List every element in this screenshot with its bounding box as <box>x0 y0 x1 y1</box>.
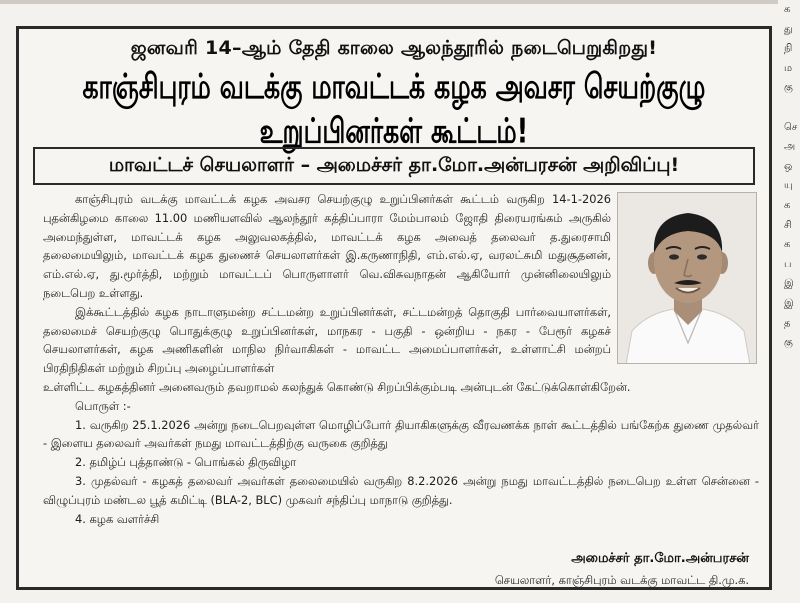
side-line: யு <box>784 180 793 192</box>
agenda-item: 2. தமிழ்ப் புத்தாண்டு - பொங்கல் திருவிழா <box>75 455 297 470</box>
paragraph-meeting-details: காஞ்சிபுரம் வடக்கு மாவட்டக் கழக அவசர செயற்குழு உறுப்பினர்கள் கூட்டம் வருகிற 14-1-2026 புதன்கிழமை காலை 11.00 மணியளவில் ஆலந்தூர் கத்திப்பாரா மேம்பாலம் ஜோதி திரையரங்கம் அருகில் அமைந்துள்ள, மாவட்டக் கழக அலுவலகத்தில், மாவட்டக் கழக அவைத் தலைவர் த.துரைசாமி தலைமையிலும், மாவட்டக் கழக துணைச் செயலாளர்கள் இ.கருணாநிதி, எம்.எல்.ஏ, வரலட்சுமி மதுசூதனன், எம்.எல்.ஏ, து.மூர்த்தி, மற்றும் மாவட்டப் பொருளாளர் வெ.விசுவநாதன் ஆகியோர் முன்னிலையிலும் நடைபெற உள்ளது. <box>43 192 611 300</box>
event-headline: ஜனவரி 14–ஆம் தேதி காலை ஆலந்தூரில் நடைபெறுகிறது! <box>130 37 658 59</box>
side-line: சி <box>784 219 792 231</box>
signature-block <box>495 549 749 591</box>
agenda-list <box>43 416 759 529</box>
side-line: கு <box>784 337 793 349</box>
meeting-title: காஞ்சிபுரம் வடக்கு மாவட்டக் கழக அவசர செயற்குழு உறுப்பினர்கள் கூட்டம்! <box>82 67 706 151</box>
side-line: அ <box>784 141 796 153</box>
side-line: க <box>784 199 791 211</box>
side-line: து <box>784 23 793 35</box>
paragraph-invitees: இக்கூட்டத்தில் கழக நாடாளுமன்ற சட்டமன்ற உறுப்பினர்கள், சட்டமன்றத் தொகுதி பார்வையாளர்கள், தலைமைச் செயற்குழு பொதுக்குழு உறுப்பினர்கள், மாநகர - பகுதி - ஒன்றிய - நகர - பேரூர் கழகச் செயலாளர்கள், கழக அணிகளின் மாநில நிர்வாகிகள் - மாவட்ட அமைப்பாளர்கள், உள்ளாட்சி மன்றப் பிரதிநிதிகள் மற்றும் சிறப்பு அழைப்பாளர்கள் <box>43 304 611 376</box>
signatory-title: செயலாளர், காஞ்சிபுரம் வடக்கு மாவட்ட தி.மு.க. <box>494 573 749 587</box>
portrait-illustration <box>618 193 757 364</box>
agenda-item: 4. கழக வளர்ச்சி <box>75 511 160 526</box>
side-line: இ <box>784 297 794 309</box>
agenda-item: 3. முதல்வர் - கழகத் தலைவர் அவர்கள் தலைமையில் வருகிற 8.2.2026 அன்று நமது மாவட்டத்தில் நடைபெற உள்ள சென்னை - விழுப்புரம் மண்டல பூத் கமிட்டி (BLA-2, BLC) முகவர் சந்திப்பு மாநாடு குறித்து. <box>43 473 759 507</box>
side-line: செ <box>784 121 798 133</box>
side-line: ப <box>784 258 792 270</box>
side-line: க <box>784 4 791 15</box>
side-line: ம <box>784 62 793 74</box>
announcement-body <box>43 190 759 528</box>
side-line: க <box>784 239 791 251</box>
side-line <box>784 98 800 118</box>
side-line: நி <box>784 43 793 55</box>
banner-text: மாவட்டச் செயலாளர் – அமைச்சர் தா.மோ.அன்பரசன் அறிவிப்பு! <box>108 153 680 176</box>
top-rule <box>0 0 778 4</box>
side-line: ஒ <box>784 160 793 172</box>
adjacent-article-column <box>778 0 800 603</box>
paragraph-request: உள்ளிட்ட கழகத்தினர் அனைவரும் தவறாமல் கலந்துக் கொண்டு சிறப்பிக்கும்படி அன்புடன் கேட்டுக்கொள்கிறேன். <box>43 379 631 394</box>
signatory-name: அமைச்சர் தா.மோ.அன்பரசன் <box>571 551 749 566</box>
side-line: கு <box>784 82 793 94</box>
announcement-box <box>16 26 772 590</box>
agenda-item: 1. வருகிற 25.1.2026 அன்று நடைபெறவுள்ள மொழிப்போர் தியாகிகளுக்கு வீரவணக்க நாள் கூட்டத்தில் பங்கேற்க துணை முதல்வர் - இளைய தலைவர் அவர்கள் நமது மாவட்டத்திற்கு வருகை குறித்து <box>43 417 759 451</box>
wide-section <box>43 378 759 528</box>
announcer-banner <box>33 147 755 185</box>
minister-portrait <box>617 192 757 364</box>
side-line: இ <box>784 278 794 290</box>
side-line: த <box>784 317 791 329</box>
agenda-heading: பொருள் :- <box>75 398 131 413</box>
